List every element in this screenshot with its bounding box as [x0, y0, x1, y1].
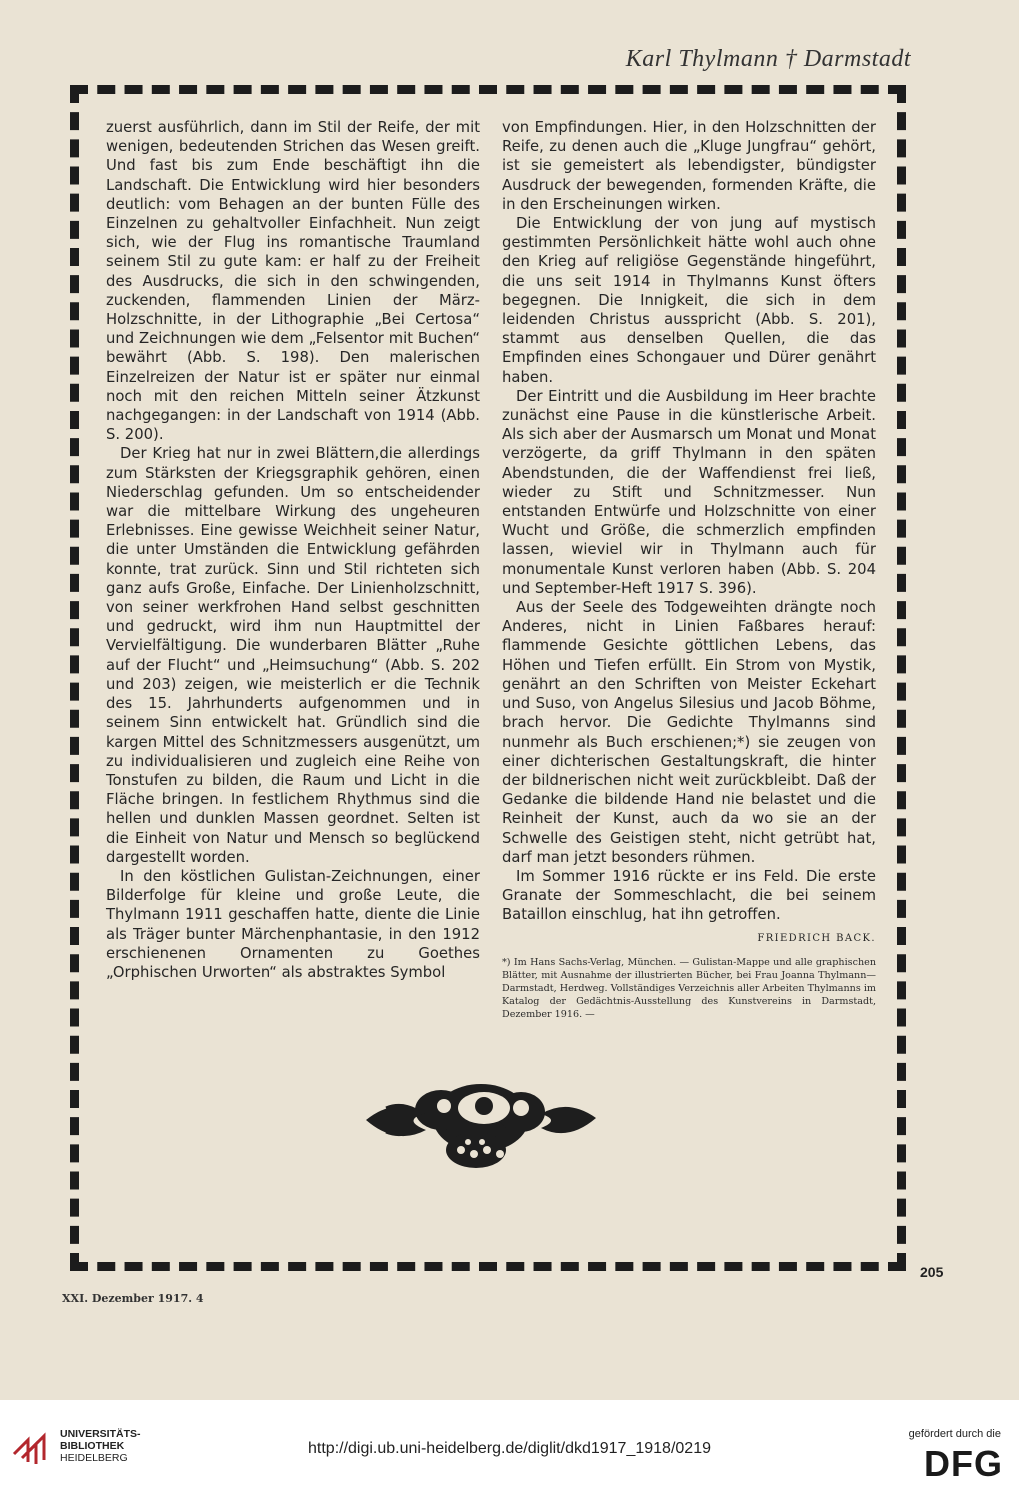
right-column — [502, 118, 876, 1020]
library-name: UNIVERSITÄTS- BIBLIOTHEK HEIDELBERG — [60, 1428, 141, 1464]
left-column — [106, 118, 480, 981]
issue-line: XXI. Dezember 1917. 4 — [62, 1292, 204, 1305]
paragraph: von Empfindungen. Hier, in den Holzschnitten der Reife, zu denen auch die „Kluge Jungfrau“ gehört, ist sie gemeistert als lebendigster, bündigster Ausdruck der bewegenden, formenden Kräfte, die in den Erscheinungen wirken. — [502, 119, 876, 213]
paragraph: zuerst ausführlich, dann im Stil der Reife, der mit wenigen, bedeutenden Strichen das Wesen greift. Und fast bis zum Ende beschäftigt ihn die Landschaft. Die Entwicklung wird hier besonders deutlich: vom Behagen an der bunten Fülle des Einzelnen zu gehaltvoller Einfachheit. Nun zeigt sich, wie der Flug ins romantische Traumland seinem Stil zu gute kam: er half zu der Freiheit des Ausdrucks, die sich in den schwingenden, zuckenden, flammenden Linien der März-Holzschnitte, in der Lithographie „Bei Certosa“ und Zeichnungen wie dem „Felsentor mit Buchen“ bewährt (Abb. S. 198). Den malerischen Einzelreizen der Natur ist er später nur einmal noch mit den reichen Mitteln seiner Ätzkunst nachgegangen: in der Landschaft von 1914 (Abb. S. 200). — [106, 119, 480, 444]
paragraph: In den köstlichen Gulistan-Zeichnungen, einer Bilderfolge für kleine und große Leute, die Thylmann 1911 geschaffen hatte, diente die Linie als Träger bunter Märchenphantasie, in den 1912 erschienenen Ornamenten zu Goethes „Orphischen Urworten“ als abstraktes Symbol — [106, 867, 480, 981]
paragraph: Die Entwicklung der von jung auf mystisch gestimmten Persönlichkeit hätte wohl auch ohne den Krieg auf religiöse Gegenstände hingeführt, die uns seit 1914 in Thylmanns Kunst öfters begegnen. Die Innigkeit, die sich in dem leidenden Christus ausspricht (Abb. S. 201), stammt aus denselben Quellen, die das Empfinden eines Schongauer und Dürer genährt haben. — [502, 215, 876, 386]
funding-label: gefördert durch die — [908, 1428, 1001, 1440]
footnote: *) Im Hans Sachs-Verlag, München. — Gulistan-Mappe und alle graphischen Blätter, mit Ausnahme der illustrierten Bücher, bei Frau Joanna Thylmann—Darmstadt, Herdweg. Vollständiges Verzeichnis aller Arbeiten Thylmanns im Katalog der Gedächtnis-Ausstellung des Kunstvereins in Darmstadt, Dezember 1916. — — [502, 956, 876, 1020]
text-columns — [106, 118, 876, 1020]
paragraph: Im Sommer 1916 rückte er ins Feld. Die erste Granate der Sommeschlacht, die bei seinem Bataillon einschlug, hat ihn getroffen. — [502, 867, 876, 924]
fruit-ornament-icon — [356, 1058, 606, 1178]
paragraph: Der Eintritt und die Ausbildung im Heer brachte zunächst eine Pause in die künstlerische Arbeit. Als sich aber der Ausmarsch um Monat und Monat verzögerte, da griff Thylmann in den späten Abendstunden, die der Waffendienst frei ließ, wieder zu Stift und Schnitzmesser. Nun entstanden Entwürfe und Holzschnitte von einer Wucht und Größe, die schmerzlich empfinden lassen, wieviel wir in Thylmann auch für monumentale Kunst verloren haben (Abb. S. 204 und September-Heft 1917 S. 396). — [502, 387, 876, 597]
page-content — [106, 118, 876, 1258]
page-number: 205 — [920, 1264, 944, 1280]
author-signature: FRIEDRICH BACK. — [757, 932, 876, 944]
document-url-link[interactable]: http://digi.ub.uni-heidelberg.de/diglit/dkd1917_1918/0219 — [308, 1440, 711, 1457]
dfg-logo: DFG — [924, 1443, 1003, 1484]
paragraph: Der Krieg hat nur in zwei Blättern,die allerdings zum Stärksten der Kriegsgraphik gehören, einen Niederschlag gefunden. Um so entscheidender war die mittelbare Wirkung des ungeheuren Erlebnisses. Eine gewisse Weichheit seiner Natur, die unter Umständen die Entwicklung gefährden konnte, trat zurück. Sinn und Stil richteten sich ganz aufs Große, Einfache. Der Linienholzschnitt, von seiner werkfrohen Hand selbst geschnitten und gedruckt, wird ihm nun Hauptmittel der Vervielfältigung. Die wunderbaren Blätter „Ruhe auf der Flucht“ und „Heimsuchung“ (Abb. S. 202 und 203) zeigen, wie meisterlich er die Technik des 15. Jahrhunderts aufgenommen und in seinem Sinn entwickelt hat. Gründlich sind die kargen Mittel des Schnitzmessers ausgenützt, um zu individualisieren und zugleich eine Reihe von Tonstufen zu bilden, die Raum und Licht in die Fläche bringen. In festlichem Rhythmus sind die hellen und dunklen Massen geordnet. Selten ist die Einheit von Natur und Mensch so beglückend dargestellt worden. — [106, 445, 480, 866]
viewer-footer-bar — [0, 1400, 1019, 1491]
paragraph: Aus der Seele des Todgeweihten drängte noch Anderes, nicht in Linien Faßbares herauf: flammende Gesichte göttlichen Lebens, das Höhen und Tiefen erfüllt. Ein Strom von Mystik, genährt an den Schriften von Meister Eckehart und Suso, von Angelus Silesius und Jacob Böhme, brach hervor. Die Gedichte Thylmanns sind nunmehr als Buch erschienen;*) sie zeugen von einer dichterischen Gestaltungskraft, die hinter der bildnerischen nicht weit zurückbleibt. Daß der Gedanke die bildende Hand nie belastet und die Reinheit der Kunst, auch da wo sie an der Schwelle des Geistigen steht, nicht getrübt hat, darf man jetzt besonders rühmen. — [502, 599, 876, 866]
running-header: Karl Thylmann † Darmstadt — [625, 46, 911, 72]
